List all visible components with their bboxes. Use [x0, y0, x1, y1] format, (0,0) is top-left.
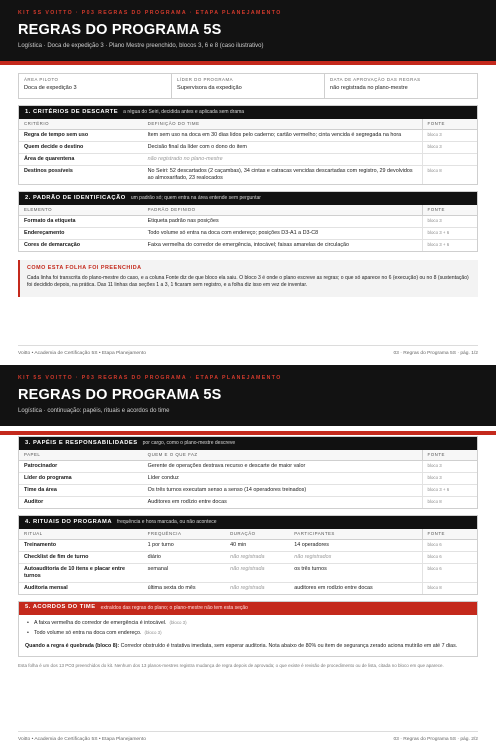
- row-definition: No Seiri: 52 descartados (2 caçambas), 34 cintas e catracas vencidas descartadas com registro, 29 devolvidos ao almoxarifado, 23 realocados: [147, 167, 413, 181]
- row-source: bloco 3: [422, 141, 477, 153]
- section-title: 2. PADRÃO DE IDENTIFICAÇÃO: [25, 194, 126, 201]
- agreement-text: Todo volume só entra na doca com endereço.: [34, 629, 142, 636]
- ritual-name: Autoauditoria de 10 itens e placar entre turnos: [19, 563, 143, 582]
- col-header: FONTE: [422, 529, 477, 539]
- ritual-name: Treinamento: [19, 539, 143, 551]
- rule-broken-label: Quando a regra é quebrada (bloco 8):: [25, 643, 120, 650]
- list-item: [25, 628, 471, 638]
- page-title: REGRAS DO PROGRAMA 5S: [18, 386, 222, 403]
- meta-value: Doca de expedição 3: [24, 84, 77, 91]
- section-desc: por cargo, como o plano-mestre descreve: [142, 440, 236, 447]
- table-row: [19, 460, 477, 472]
- footer-left: Voitto • Academia de Certificação 5S • Etapa Planejamento: [18, 350, 146, 356]
- meta-label: LÍDER DO PROGRAMA: [177, 77, 234, 82]
- meta-label: ÁREA PILOTO: [24, 77, 59, 82]
- kicker: KIT 5S VOITTO · P03 REGRAS DO PROGRAMA · ETAPA PLANEJAMENTO: [18, 375, 282, 381]
- section-header: [19, 516, 477, 529]
- table-row: [19, 129, 477, 141]
- rule-broken-note: [19, 640, 477, 656]
- meta-area: [19, 74, 172, 98]
- agreement-ref: (bloco 3): [144, 629, 162, 635]
- page-1: [0, 0, 496, 365]
- section-discard-criteria: [18, 105, 478, 185]
- kicker: KIT 5S VOITTO · P03 REGRAS DO PROGRAMA · ETAPA PLANEJAMENTO: [18, 10, 282, 16]
- section-header: [19, 192, 477, 205]
- section-title: 5. ACORDOS DO TIME: [25, 604, 96, 611]
- section-roles: [18, 436, 478, 509]
- row-name: Líder do programa: [19, 472, 143, 484]
- section-desc: frequência e hora marcada, ou não acontece: [117, 519, 217, 526]
- row-name: Endereçamento: [19, 227, 143, 239]
- ritual-duration: não registrada: [225, 551, 289, 563]
- ritual-frequency: semanal: [143, 563, 225, 582]
- agreement-ref: (bloco 3): [169, 620, 187, 626]
- row-source: bloco 6: [422, 539, 477, 551]
- row-definition: Líder conduz: [143, 472, 422, 484]
- table-row: [19, 563, 477, 582]
- row-definition: Os três turnos executam senso a senso (14 operadores treinados): [143, 484, 422, 496]
- callout-title: COMO ESTA FOLHA FOI PREENCHIDA: [27, 264, 142, 271]
- ritual-frequency: 1 por turno: [143, 539, 225, 551]
- row-name: Área de quarentena: [19, 153, 143, 165]
- page-subtitle: Logística · continuação: papéis, rituais e acordos do time: [18, 407, 170, 414]
- meta-approval-date: [325, 74, 477, 98]
- meta-box: [18, 73, 478, 99]
- col-header: FONTE: [422, 119, 477, 129]
- row-source: bloco 3: [422, 215, 477, 227]
- ritual-frequency: diário: [143, 551, 225, 563]
- section-title: 4. RITUAIS DO PROGRAMA: [25, 518, 113, 525]
- table-row: [19, 484, 477, 496]
- meta-label: DATA DE APROVAÇÃO DAS REGRAS: [330, 77, 421, 82]
- section-desc: extraídos das regras do plano; o plano-mestre não tem esta seção: [100, 604, 248, 611]
- row-source: bloco 6: [422, 563, 477, 582]
- section-agreements: [18, 601, 478, 657]
- footer-right: 03 · Regras do Programa 5S · pág. 1/2: [393, 350, 478, 356]
- ritual-frequency: última sexta do mês: [147, 584, 196, 591]
- row-name: Patrocinador: [19, 460, 143, 472]
- section-desc: um padrão só; quem entra na área entende sem perguntar: [130, 195, 261, 202]
- agreement-text: A faixa vermelha do corredor de emergência é intocável.: [34, 620, 167, 627]
- row-source: [422, 153, 477, 165]
- col-header: FONTE: [422, 450, 477, 460]
- col-header: FONTE: [422, 205, 477, 215]
- col-header: RITUAL: [19, 529, 143, 539]
- section-rituals: [18, 515, 478, 595]
- row-definition: não registrado no plano-mestre: [143, 153, 422, 165]
- ritual-participants: os três turnos: [289, 563, 422, 582]
- table-body: [19, 215, 477, 251]
- ritual-name: Auditoria mensal: [24, 584, 68, 591]
- list-item: [25, 619, 471, 629]
- row-definition: Etiqueta padrão nas posições: [143, 215, 422, 227]
- page-footer: [18, 731, 478, 743]
- row-source: bloco 3 + 6: [422, 484, 477, 496]
- row-name: Auditor: [24, 498, 44, 505]
- table-row: [19, 539, 477, 551]
- row-source: bloco 8: [422, 496, 477, 508]
- criteria-table: [19, 119, 477, 184]
- col-header: DURAÇÃO: [225, 529, 289, 539]
- col-header: QUEM E O QUE FAZ: [143, 450, 422, 460]
- accent-bar: [0, 61, 496, 65]
- identification-table: [19, 205, 477, 251]
- row-name: Quem decide o destino: [19, 141, 143, 153]
- page-2: [0, 365, 496, 751]
- row-source: bloco 8: [422, 165, 477, 184]
- col-header: DEFINIÇÃO DO TIME: [143, 119, 422, 129]
- table-row: [19, 153, 477, 165]
- table-row: [19, 239, 477, 251]
- row-source: bloco 6: [422, 551, 477, 563]
- page-header: [0, 365, 496, 426]
- row-source: bloco 3 + 6: [422, 227, 477, 239]
- table-row: [19, 165, 477, 184]
- page-title: REGRAS DO PROGRAMA 5S: [18, 21, 222, 38]
- roles-table: [19, 450, 477, 508]
- table-row: [19, 141, 477, 153]
- col-header: PAPEL: [19, 450, 143, 460]
- rule-broken-text: Corredor obstruído é tratativa imediata, sem esperar auditoria. Nota abaixo de 80% ou item de segurança zerado aciona mutirão em até 7 dias.: [120, 643, 458, 650]
- row-source: bloco 3: [422, 472, 477, 484]
- table-body: [19, 460, 477, 508]
- meta-value: não registrada no plano-mestre: [330, 84, 408, 91]
- table-row: [19, 215, 477, 227]
- row-definition: Todo volume só entra na doca com endereço; posições D3-A1 a D3-C8: [143, 227, 422, 239]
- agreements-list: [19, 615, 477, 641]
- meta-leader: [172, 74, 325, 98]
- ritual-duration: 40 min: [225, 539, 289, 551]
- row-name: Regra de tempo sem uso: [19, 129, 143, 141]
- col-header: ELEMENTO: [19, 205, 143, 215]
- footer-right: 03 · Regras do Programa 5S · pág. 2/2: [393, 736, 478, 742]
- row-definition: Decisão final da líder com o dono do item: [143, 141, 422, 153]
- footer-left: Voitto • Academia de Certificação 5S • Etapa Planejamento: [18, 736, 146, 742]
- section-desc: a régua do Seiri, decidida antes e aplicada sem drama: [123, 109, 245, 116]
- meta-value: Supervisora da expedição: [177, 84, 242, 91]
- ritual-participants: não registrados: [289, 551, 422, 563]
- row-name: Formato da etiqueta: [19, 215, 143, 227]
- row-name: Destinos possíveis: [24, 167, 73, 174]
- section-header: [19, 437, 477, 450]
- row-name: Cores de demarcação: [24, 241, 81, 248]
- table-row: [19, 496, 477, 508]
- table-row: [19, 582, 477, 594]
- rituals-table: [19, 529, 477, 594]
- page-header: [0, 0, 496, 65]
- accent-bar: [0, 431, 496, 435]
- ritual-participants: 14 operadores: [289, 539, 422, 551]
- ritual-duration: não registrada: [230, 584, 265, 591]
- row-definition: Auditores em rodízio entre docas: [147, 498, 227, 505]
- section-title: 1. CRITÉRIOS DE DESCARTE: [25, 108, 119, 115]
- ritual-name: Checklist de fim de turno: [19, 551, 143, 563]
- footnote: Esta folha é um dos 13 PO3 preenchidos do kit. Nenhum dos 13 planos-mestres registra mudança de regra depois de aprovada; o que existe é revisão de procedimento ou de lista, citada no bloco em que aparece.: [18, 663, 444, 668]
- fill-note-callout: [18, 260, 478, 297]
- col-header: PADRÃO DEFINIDO: [143, 205, 422, 215]
- ritual-duration: não registrada: [225, 563, 289, 582]
- section-header: [19, 106, 477, 119]
- table-row: [19, 227, 477, 239]
- table-body: [19, 539, 477, 594]
- table-body: [19, 129, 477, 184]
- col-header: CRITÉRIO: [19, 119, 143, 129]
- section-title: 3. PAPÉIS E RESPONSABILIDADES: [25, 439, 138, 446]
- row-source: bloco 3: [422, 129, 477, 141]
- table-row: [19, 472, 477, 484]
- section-header: [19, 602, 477, 615]
- table-row: [19, 551, 477, 563]
- col-header: PARTICIPANTES: [289, 529, 422, 539]
- page-footer: [18, 345, 478, 357]
- section-identification: [18, 191, 478, 252]
- callout-body: Cada linha foi transcrita do plano-mestre do caso, e a coluna Fonte diz de que bloco ela saiu. O bloco 3 é onde o plano escreve as regras; o que só aparece no 6 (execução) ou no 8 (sustentação) foi decidido depois, na prática. Das 11 linhas das seções 1 a 3, 1 ficaram sem registro, e a folha diz isso em vez de inventar.: [27, 274, 469, 288]
- row-source: bloco 8: [422, 582, 477, 594]
- row-definition: Gerente de operações destrava recurso e descarte de maior valor: [143, 460, 422, 472]
- row-definition: Faixa vermelha do corredor de emergência, intocável; faixas amarelas de circulação: [147, 241, 350, 248]
- row-source: bloco 3: [422, 460, 477, 472]
- page-subtitle: Logística · Doca de expedição 3 · Plano Mestre preenchido, blocos 3, 6 e 8 (caso ilustrativo): [18, 42, 264, 49]
- col-header: FREQUÊNCIA: [143, 529, 225, 539]
- row-definition: Item sem uso na doca em 30 dias lidos pelo caderno; cartão vermelho; cinta vencida é segregada na hora: [143, 129, 422, 141]
- row-source: bloco 3 + 6: [422, 239, 477, 251]
- ritual-participants: auditores em rodízio entre docas: [294, 584, 373, 591]
- row-name: Time da área: [19, 484, 143, 496]
